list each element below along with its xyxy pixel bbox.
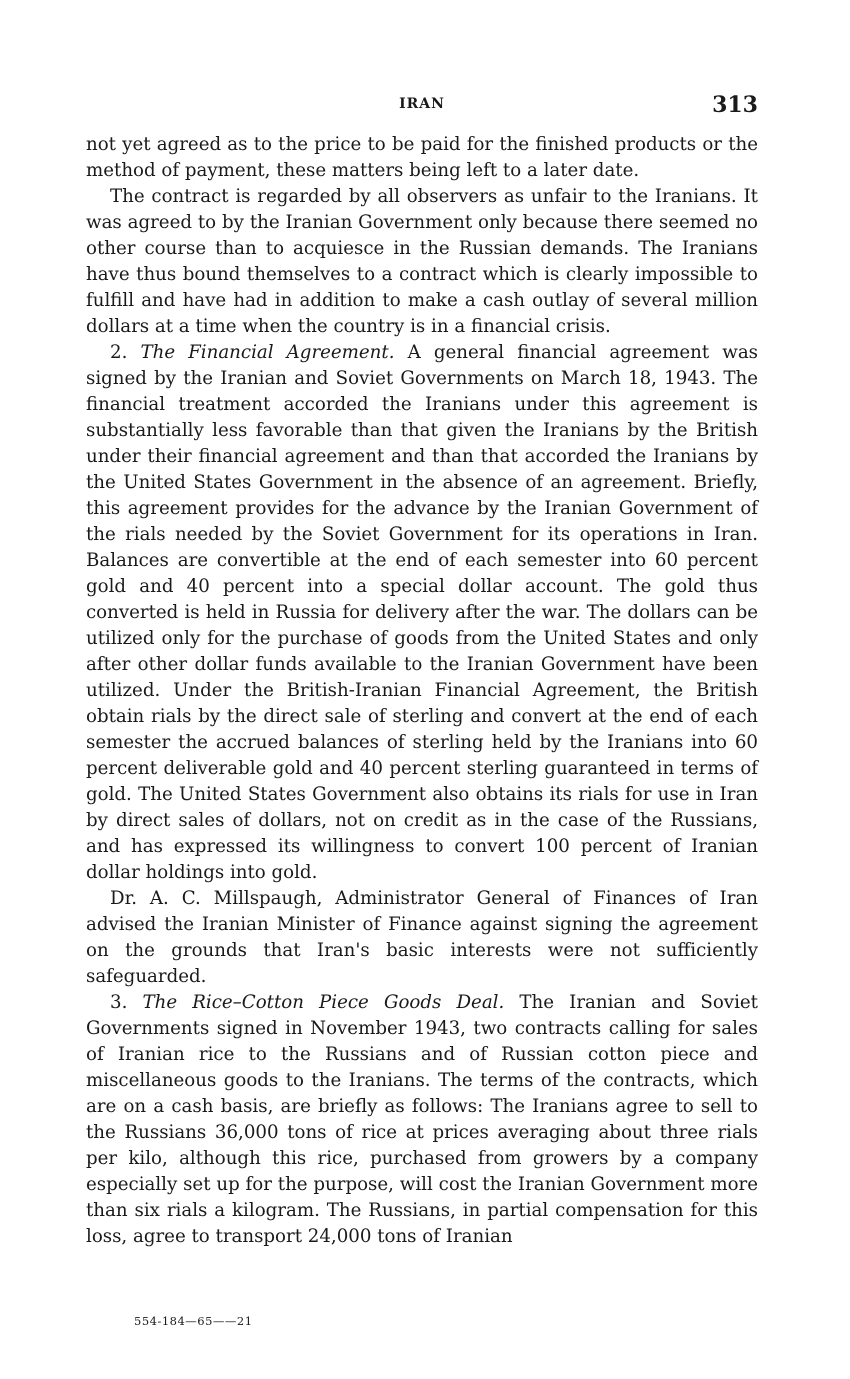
page-number: 313 <box>712 92 758 118</box>
paragraph-text: The Iranian and Soviet Governments signed in November 1943, two contracts calling for sales of Iranian rice to the Russians and of Russian cotton piece and miscellaneous goods to the Iranians. The terms of the contracts, which are on a cash basis, are briefly as follows: The Iranians agree to sell to the Russians 36,000 tons of rice at prices averaging about three rials per kilo, although this rice, purchased from growers by a company especially set up for the purpose, will cost the Iranian Government more than six rials a kilogram. The Russians, in partial compensation for this loss, agree to transport 24,000 tons of Iranian <box>86 992 758 1247</box>
paragraph-text: not yet agreed as to the price to be paid for the finished products or the method of payment, these matters being left to a later date. <box>86 134 758 181</box>
paragraph-text: The contract is regarded by all observers as unfair to the Iranians. It was agreed to by the Iranian Government only because there seemed no other course than to acquiesce in the Russian demands. The Iranians have thus bound themselves to a contract which is clearly impossible to fulfill and have had in addition to make a cash outlay of several million dollars at a time when the country is in a financial crisis. <box>86 186 758 337</box>
paragraph-text: A general financial agreement was signed by the Iranian and Soviet Governments on March 18, 1943. The financial treatment accorded the Iranians under this agreement is substantially less favorable than that given the Iranians by the British under their financial agreement and than that accorded the Iranians by the United States Government in the absence of an agreement. Briefly, this agreement provides for the advance by the Iranian Government of the rials needed by the Soviet Government for its operations in Iran. Balances are convertible at the end of each semester into 60 percent gold and 40 percent into a special dollar account. The gold thus converted is held in Russia for delivery after the war. The dollars can be utilized only for the purchase of goods from the United States and only after other dollar funds available to the Iranian Government have been utilized. Under the British-Iranian Financial Agreement, the British obtain rials by the direct sale of sterling and convert at the end of each semester the accrued balances of sterling held by the Iranians into 60 percent deliverable gold and 40 percent sterling guaranteed in terms of gold. The United States Government also obtains its rials for use in Iran by direct sales of dollars, not on credit as in the case of the Russians, and has expressed its willingness to convert 100 percent of Iranian dollar holdings into gold. <box>86 342 758 883</box>
running-head: IRAN <box>399 96 445 112</box>
paragraph-millspaugh <box>86 886 758 990</box>
section-number: 3. <box>110 992 143 1013</box>
section-number: 2. <box>110 342 141 363</box>
paragraph-continuation <box>86 132 758 184</box>
section-title: The Rice–Cotton Piece Goods Deal. <box>142 992 505 1013</box>
document-page <box>86 92 758 1250</box>
page-header <box>86 92 758 122</box>
body-text <box>86 132 758 1250</box>
paragraph-rice-cotton-deal <box>86 990 758 1250</box>
print-code: 554-184—65——21 <box>134 1314 253 1328</box>
paragraph-text: Dr. A. C. Millspaugh, Administrator General of Finances of Iran advised the Iranian Minister of Finance against signing the agreement on the grounds that Iran's basic interests were not sufficiently safeguarded. <box>86 888 758 987</box>
paragraph-contract-assessment <box>86 184 758 340</box>
paragraph-financial-agreement <box>86 340 758 886</box>
section-title: The Financial Agreement. <box>140 342 395 363</box>
